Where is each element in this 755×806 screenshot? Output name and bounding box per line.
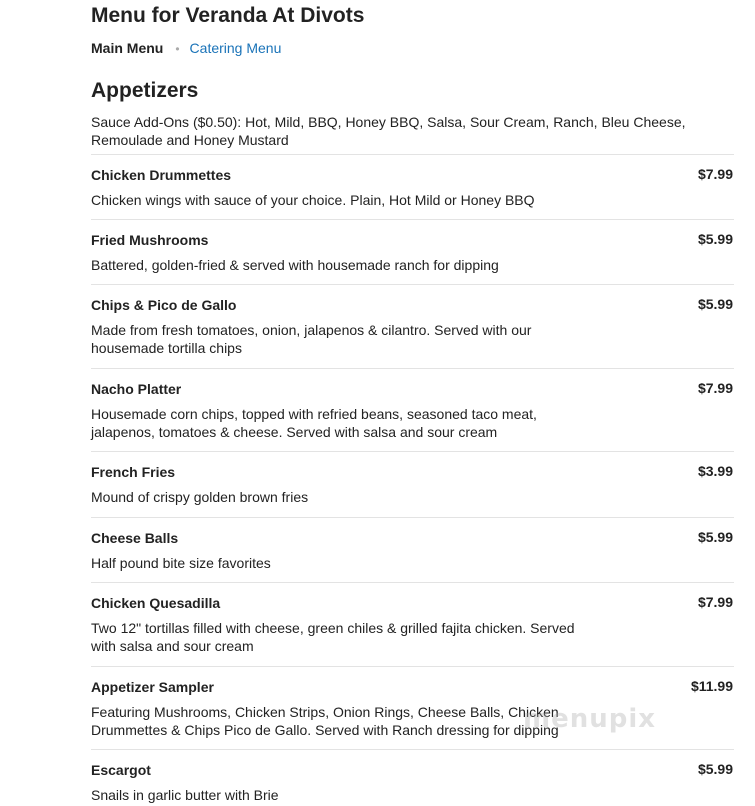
item-name: Chips & Pico de Gallo — [91, 297, 237, 313]
item-name: French Fries — [91, 464, 176, 480]
section-description: Sauce Add-Ons ($0.50): Hot, Mild, BBQ, Honey BBQ, Salsa, Sour Cream, Ranch, Bleu Cheese, Remoulade and Honey Mustard — [91, 114, 686, 148]
item-price: $5.99 — [697, 231, 733, 247]
item-description: Housemade corn chips, topped with refried beans, seasoned taco meat, jalapenos, tomatoes & cheese. Served with salsa and sour cream — [91, 406, 537, 440]
menu-item — [91, 666, 734, 750]
item-name: Appetizer Sampler — [91, 679, 214, 695]
menu-item — [91, 749, 734, 806]
menu-item — [91, 154, 734, 220]
menu-item — [91, 517, 734, 583]
menu-nav — [91, 40, 281, 56]
nav-main-menu[interactable]: Main Menu — [91, 40, 164, 56]
item-description: Battered, golden-fried & served with housemade ranch for dipping — [91, 257, 499, 273]
menu-item — [91, 284, 734, 369]
item-description: Mound of crispy golden brown fries — [91, 489, 309, 505]
item-price: $5.99 — [697, 296, 733, 312]
section-title: Appetizers — [91, 79, 199, 102]
menu-item — [91, 451, 734, 518]
item-name: Cheese Balls — [91, 530, 179, 546]
item-name: Chicken Quesadilla — [91, 595, 221, 611]
nav-separator: • — [175, 42, 180, 56]
menu-item — [91, 219, 734, 285]
menupix-watermark: menupix — [523, 704, 657, 734]
item-price: $3.99 — [697, 463, 733, 479]
item-price: $11.99 — [690, 678, 733, 694]
item-price: $7.99 — [697, 594, 733, 610]
nav-catering-menu-link[interactable]: Catering Menu — [189, 40, 282, 56]
item-description: Two 12" tortillas filled with cheese, green chiles & grilled fajita chicken. Served with salsa and sour cream — [91, 620, 575, 654]
item-description: Chicken wings with sauce of your choice. Plain, Hot Mild or Honey BBQ — [91, 192, 535, 208]
item-price: $5.99 — [697, 761, 733, 777]
menu-item — [91, 582, 734, 667]
menu-item — [91, 368, 734, 452]
item-price: $7.99 — [697, 380, 733, 396]
item-name: Escargot — [91, 762, 151, 778]
item-description: Featuring Mushrooms, Chicken Strips, Onion Rings, Cheese Balls, Chicken Drummettes & Chips Pico de Gallo. Served with Ranch dressing for dipping — [91, 704, 559, 738]
item-price: $5.99 — [697, 529, 733, 545]
item-name: Nacho Platter — [91, 381, 182, 397]
item-description: Snails in garlic butter with Brie — [91, 787, 279, 803]
item-description: Half pound bite size favorites — [91, 555, 271, 571]
item-name: Fried Mushrooms — [91, 232, 209, 248]
page-title: Menu for Veranda At Divots — [91, 4, 365, 27]
item-price: $7.99 — [697, 166, 733, 182]
item-description: Made from fresh tomatoes, onion, jalapenos & cilantro. Served with our housemade tortilla chips — [91, 322, 532, 356]
item-name: Chicken Drummettes — [91, 167, 232, 183]
